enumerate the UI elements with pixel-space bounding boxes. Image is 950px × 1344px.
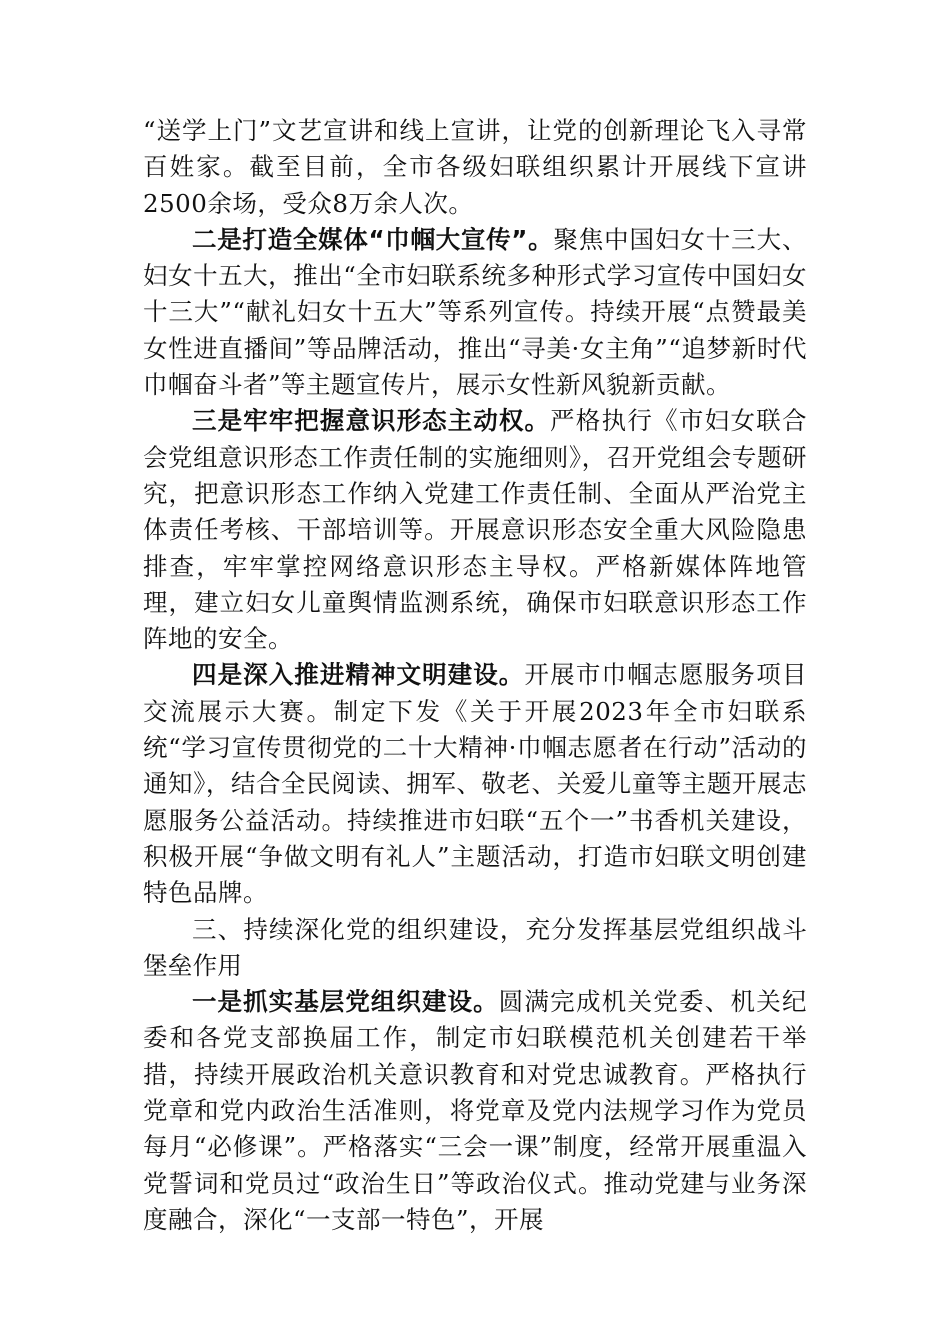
paragraph-continued (143, 113, 807, 222)
paragraph-text: “送学上门”文艺宣讲和线上宣讲，让党的创新理论飞入寻常百姓家。截至目前，全市各级妇联组织累计开展线下宣讲2500余场，受众8万余人次。 (143, 116, 807, 218)
paragraph-text: 严格执行《市妇女联合会党组意识形态工作责任制的实施细则》，召开党组会专题研究，把意识形态工作纳入党建工作责任制、全面从严治党主体责任考核、干部培训等。开展意识形态安全重大风险隐患排查，牢牢掌控网络意识形态主导权。严格新媒体阵地管理，建立妇女儿童舆情监测系统，确保市妇联意识形态工作阵地的安全。 (143, 406, 807, 654)
paragraph-text: 圆满完成机关党委、机关纪委和各党支部换届工作，制定市妇联模范机关创建若干举措，持续开展政治机关意识教育和对党忠诚教育。严格执行党章和党内政治生活准则，将党章及党内法规学习作为党员每月“必修课”。严格落实“三会一课”制度，经常开展重温入党誓词和党员过“政治生日”等政治仪式。推动党建与业务深度融合，深化“一支部一特色”，开展 (143, 987, 807, 1234)
paragraph-party-organization (143, 984, 807, 1238)
paragraph-lead: 二是打造全媒体“巾帼大宣传”。 (192, 224, 554, 254)
paragraph-ideology (143, 403, 807, 657)
paragraph-lead: 一是抓实基层党组织建设。 (192, 987, 499, 1017)
section-heading: 三、持续深化党的组织建设，充分发挥基层党组织战斗堡垒作用 (143, 914, 807, 980)
paragraph-text: 聚焦中国妇女十三大、妇女十五大，推出“全市妇联系统多种形式学习宣传中国妇女十三大”“献礼妇女十五大”等系列宣传。持续开展“点赞最美女性进直播间”等品牌活动，推出“寻美·女主角”“追梦新时代 巾帼奋斗者”等主题宣传片，展示女性新风貌新贡献。 (143, 224, 808, 400)
paragraph-lead: 三是牢牢把握意识形态主动权。 (192, 406, 551, 436)
paragraph-civilization (143, 657, 807, 911)
document-page (143, 113, 807, 1238)
paragraph-text: 开展市巾帼志愿服务项目交流展示大赛。制定下发《关于开展2023年全市妇联系统“学习宣传贯彻党的二十大精神·巾帼志愿者在行动”活动的通知》，结合全民阅读、拥军、敬老、关爱儿童等主题开展志愿服务公益活动。持续推进市妇联“五个一”书香机关建设，积极开展“争做文明有礼人”主题活动，打造市妇联文明创建特色品牌。 (143, 660, 807, 908)
paragraph-lead: 四是深入推进精神文明建设。 (192, 660, 525, 690)
paragraph-media-publicity (143, 222, 807, 403)
